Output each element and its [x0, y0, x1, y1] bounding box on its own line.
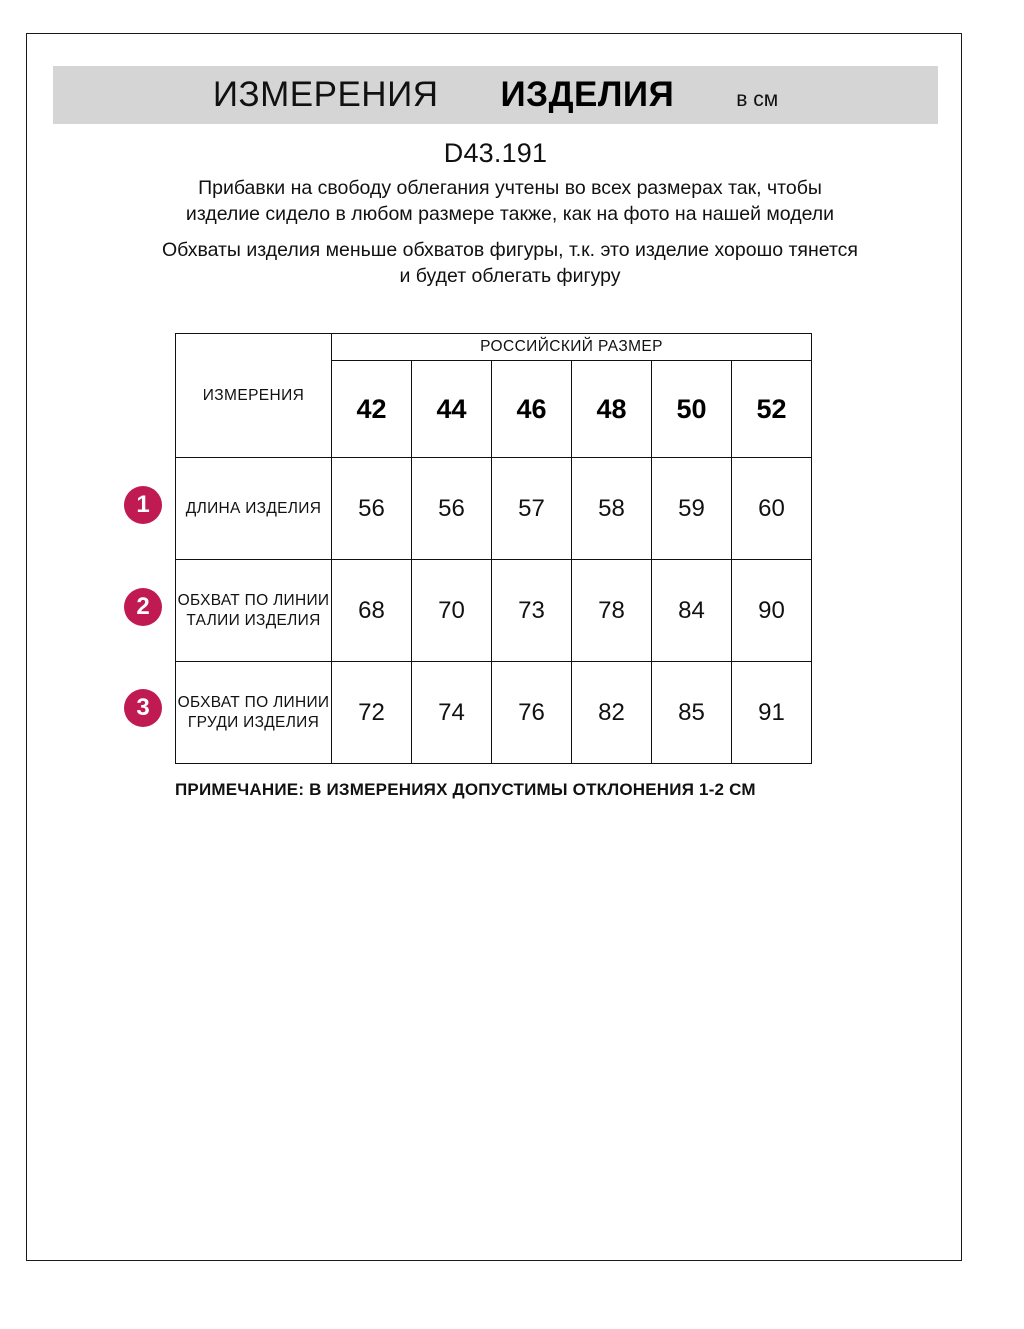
row-badge-1: 1 — [124, 486, 162, 524]
table-row — [176, 458, 812, 560]
cell-length-46: 57 — [492, 458, 572, 560]
cell-chest-42: 72 — [332, 662, 412, 764]
measurements-table-wrapper — [175, 333, 811, 764]
row-badge-3: 3 — [124, 689, 162, 727]
cell-length-50: 59 — [652, 458, 732, 560]
intro-notes — [160, 175, 860, 289]
cell-length-42: 56 — [332, 458, 412, 560]
table-row — [176, 560, 812, 662]
cell-chest-46: 76 — [492, 662, 572, 764]
header-size-42: 42 — [332, 361, 412, 458]
measurements-table — [175, 333, 812, 764]
cell-waist-46: 73 — [492, 560, 572, 662]
table-row — [176, 662, 812, 764]
header-size-48: 48 — [572, 361, 652, 458]
title-measurements-word: ИЗМЕРЕНИЯ — [212, 75, 439, 114]
cell-length-52: 60 — [732, 458, 812, 560]
intro-paragraph-2: Обхваты изделия меньше обхватов фигуры, т.к. это изделие хорошо тянется и будет облегать фигуру — [162, 239, 858, 287]
footnote-tolerance: ПРИМЕЧАНИЕ: В ИЗМЕРЕНИЯХ ДОПУСТИМЫ ОТКЛОНЕНИЯ 1-2 СМ — [175, 780, 756, 799]
header-measurements-cell: ИЗМЕРЕНИЯ — [176, 334, 332, 458]
row-label-length: ДЛИНА ИЗДЕЛИЯ — [176, 458, 332, 560]
title-units-label: в см — [736, 88, 779, 111]
header-size-52: 52 — [732, 361, 812, 458]
product-code: D43.191 — [443, 138, 548, 168]
title-band — [53, 66, 938, 124]
intro-paragraph-1: Прибавки на свободу облегания учтены во всех размерах так, чтобы изделие сидело в любом размере также, как на фото на нашей модели — [185, 177, 835, 225]
table-header-group-row — [176, 334, 812, 361]
row-badge-2: 2 — [124, 588, 162, 626]
cell-chest-50: 85 — [652, 662, 732, 764]
cell-length-48: 58 — [572, 458, 652, 560]
header-size-46: 46 — [492, 361, 572, 458]
row-label-chest: ОБХВАТ ПО ЛИНИИ ГРУДИ ИЗДЕЛИЯ — [176, 662, 332, 764]
cell-chest-52: 91 — [732, 662, 812, 764]
cell-waist-50: 84 — [652, 560, 732, 662]
header-size-50: 50 — [652, 361, 732, 458]
cell-length-44: 56 — [412, 458, 492, 560]
cell-chest-44: 74 — [412, 662, 492, 764]
cell-waist-44: 70 — [412, 560, 492, 662]
title-band-inner — [213, 75, 778, 115]
cell-waist-42: 68 — [332, 560, 412, 662]
header-size-44: 44 — [412, 361, 492, 458]
header-russian-size-group: РОССИЙСКИЙ РАЗМЕР — [332, 334, 812, 361]
cell-waist-48: 78 — [572, 560, 652, 662]
title-product-word: ИЗДЕЛИЯ — [500, 75, 675, 114]
cell-chest-48: 82 — [572, 662, 652, 764]
row-label-waist: ОБХВАТ ПО ЛИНИИ ТАЛИИ ИЗДЕЛИЯ — [176, 560, 332, 662]
cell-waist-52: 90 — [732, 560, 812, 662]
